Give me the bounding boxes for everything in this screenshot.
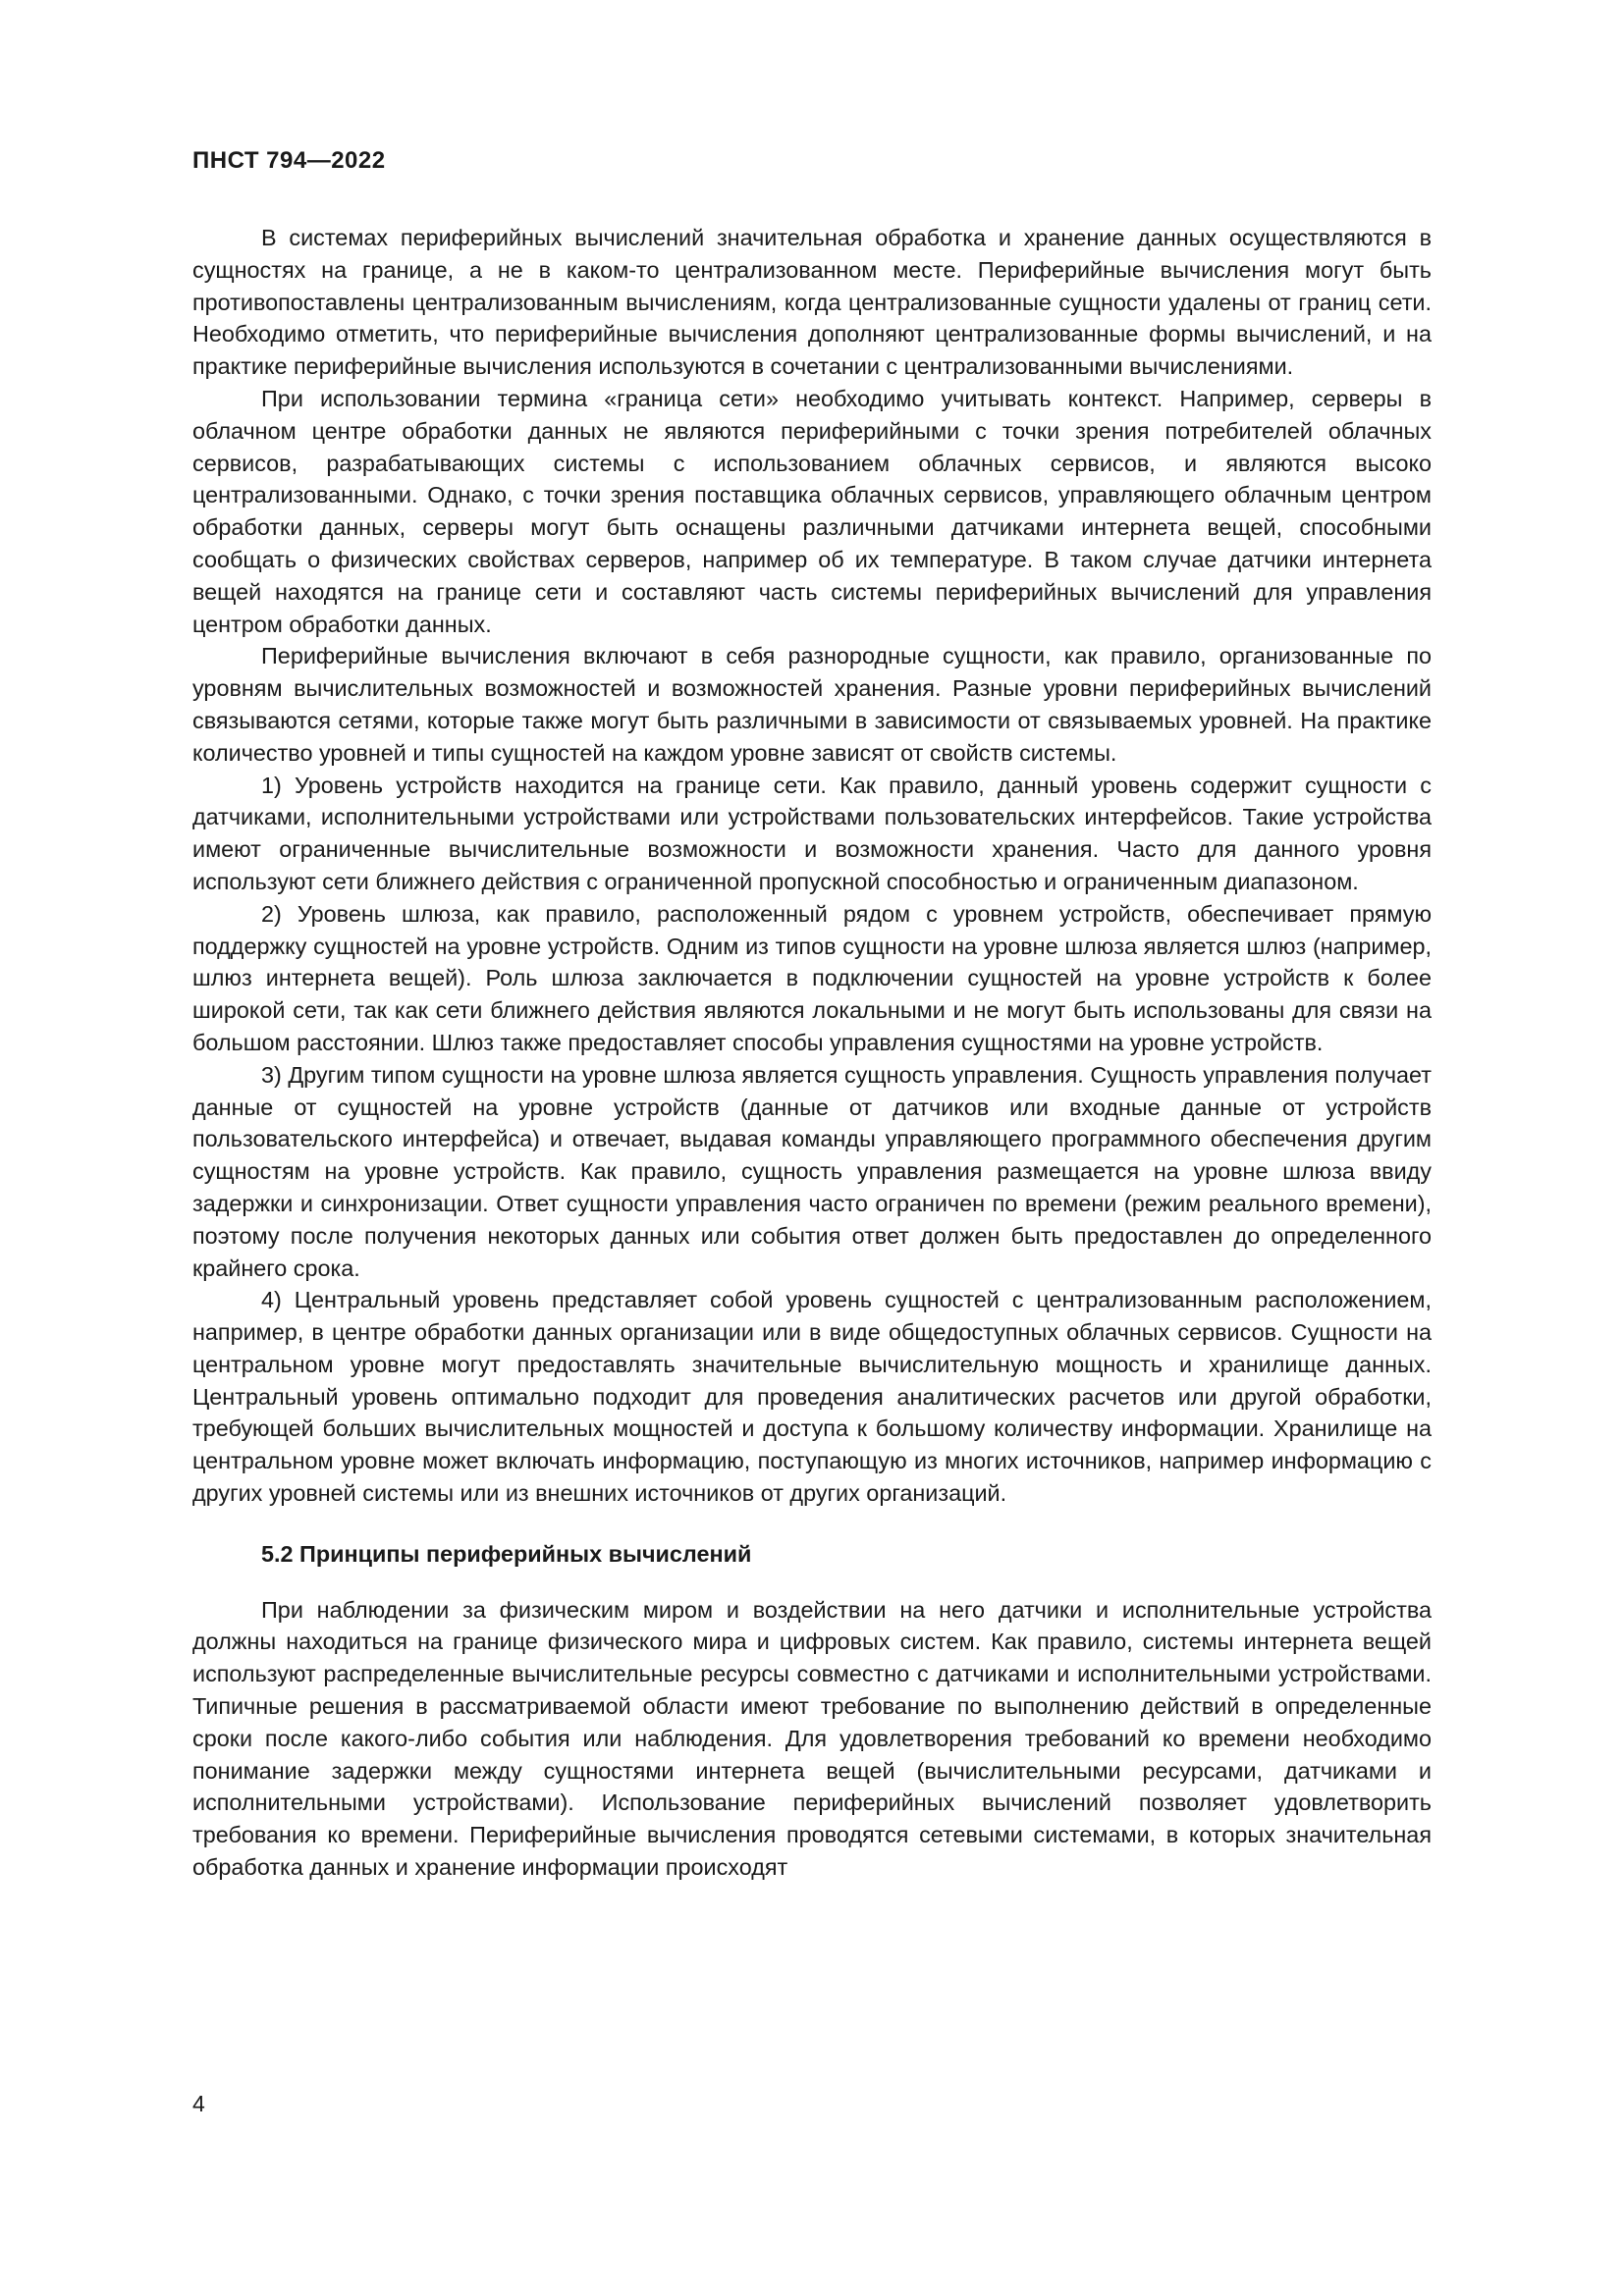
list-item-gateway-level: 2) Уровень шлюза, как правило, расположенный рядом с уровнем устройств, обеспечивает прямую поддержку сущностей на уровне устройств. Одним из типов сущности на уровне шлюза является шлюз (например, шлюз интернета вещей). Роль шлюза заключается в подключении сущностей на уровне устройств к более широкой сети, так как сети ближнего действия являются локальными и не могут быть использованы для связи на большом расстоянии. Шлюз также предоставляет способы управления сущностями на уровне устройств.: [192, 900, 1432, 1055]
page-number: 4: [192, 2091, 205, 2116]
body-paragraph: При использовании термина «граница сети» необходимо учитывать контекст. Например, серверы в облачном центре обработки данных не являются периферийными с точки зрения потребителей облачных сервисов, разрабатывающих системы с использованием облачных сервисов, и являются высоко централизованными. Однако, с точки зрения поставщика облачных сервисов, управляющего облачным центром обработки данных, серверы могут быть оснащены различными датчиками интернета вещей, способными сообщать о физических свойствах серверов, например об их температуре. В таком случае датчики интернета вещей находятся на границе сети и составляют часть системы периферийных вычислений для управления центром обработки данных.: [192, 385, 1432, 637]
list-item-central-level: 4) Центральный уровень представляет собой уровень сущностей с централизованным расположением, например, в центре обработки данных организации или в виде общедоступных облачных сервисов. Сущности на центральном уровне могут предоставлять значительные вычислительную мощность и хранилище данных. Центральный уровень оптимально подходит для проведения аналитических расчетов или другой обработки, требующей больших вычислительных мощностей и доступа к большому количеству информации. Хранилище на центральном уровне может включать информацию, поступающую из многих источников, например информацию с других уровней системы или из внешних источников от других организаций.: [192, 1287, 1432, 1507]
list-item-control-entity: 3) Другим типом сущности на уровне шлюза является сущность управления. Сущность управления получает данные от сущностей на уровне устройств (данные от датчиков или входные данные от устройств пользовательского интерфейса) и отвечает, выдавая команды управляющего программного обеспечения другим сущностям на уровне устройств. Как правило, сущность управления размещается на уровне шлюза ввиду задержки и синхронизации. Ответ сущности управления часто ограничен по времени (режим реального времени), поэтому после получения некоторых данных или события ответ должен быть предоставлен до определенного крайнего срока.: [192, 1061, 1432, 1281]
document-id-header: ПНСТ 794—2022: [192, 147, 386, 174]
body-paragraph: Периферийные вычисления включают в себя разнородные сущности, как правило, организованные по уровням вычислительных возможностей и возможностей хранения. Разные уровни периферийных вычислений связываются сетями, которые также могут быть различными в зависимости от связываемых уровней. На практике количество уровней и типы сущностей на каждом уровне зависят от свойств системы.: [192, 643, 1432, 766]
body-paragraph: В системах периферийных вычислений значительная обработка и хранение данных осуществляются в сущностях на границе, а не в каком-то централизованном месте. Периферийные вычисления могут быть противопоставлены централизованным вычислениям, когда централизованные сущности удалены от границ сети. Необходимо отметить, что периферийные вычисления дополняют централизованные формы вычислений, и на практике периферийные вычисления используются в сочетании с централизованными вычислениями.: [192, 225, 1432, 380]
section-paragraph: При наблюдении за физическим миром и воздействии на него датчики и исполнительные устройства должны находиться на границе физического мира и цифровых систем. Как правило, системы интернета вещей используют распределенные вычислительные ресурсы совместно с датчиками и исполнительными устройствами. Типичные решения в рассматриваемой области имеют требование по выполнению действий в определенные сроки после какого-либо события или наблюдения. Для удовлетворения требований ко времени необходимо понимание задержки между сущностями интернета вещей (вычислительными ресурсами, датчиками и исполнительными устройствами). Использование периферийных вычислений позволяет удовлетворить требования ко времени. Периферийные вычисления проводятся сетевыми системами, в которых значительная обработка данных и хранение информации происходят: [192, 1596, 1432, 1881]
section-title: 5.2 Принципы периферийных вычислений: [261, 1540, 752, 1567]
document-body: [192, 222, 1432, 1884]
list-item-device-level: 1) Уровень устройств находится на границе сети. Как правило, данный уровень содержит сущности с датчиками, исполнительными устройствами или устройствами пользовательских интерфейсов. Такие устройства имеют ограниченные вычислительные возможности и возможности хранения. Часто для данного уровня используют сети ближнего действия с ограниченной пропускной способностью и ограниченным диапазоном.: [192, 772, 1432, 894]
